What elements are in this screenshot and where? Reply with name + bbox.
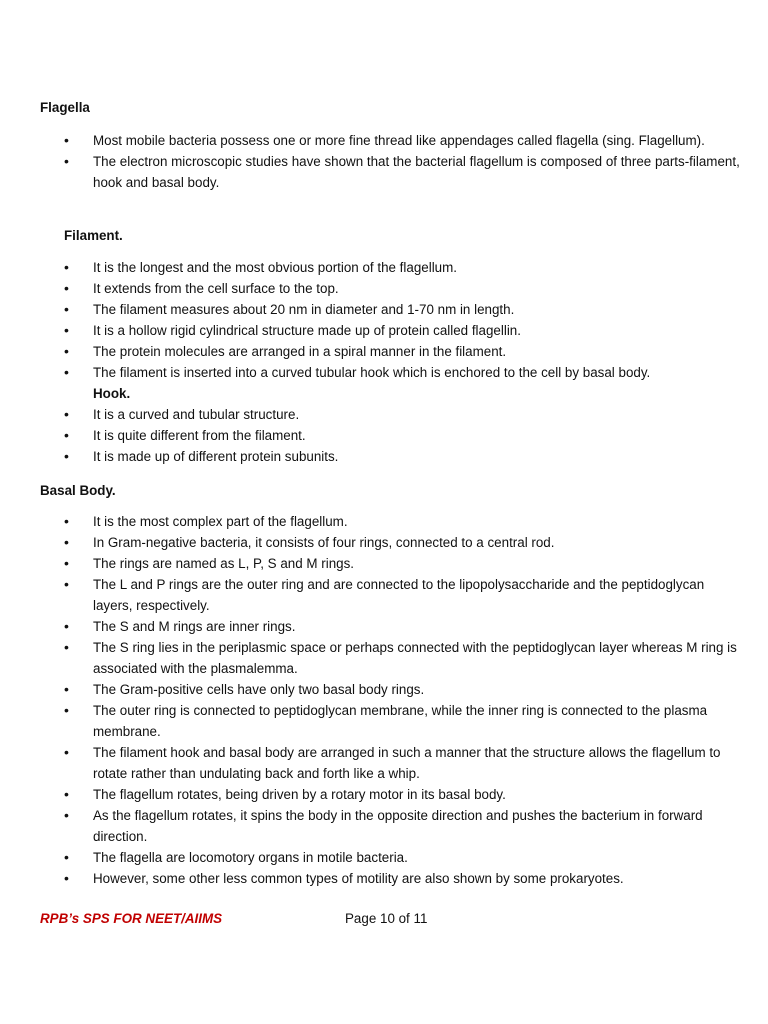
basal-body-list [64,511,744,889]
footer-title: RPB’s SPS FOR NEET/AIIMS [40,911,223,926]
list-item: • The protein molecules are arranged in a spiral manner in the filament. [64,341,744,362]
list-item-text: The filament is inserted into a curved tubular hook which is enchored to the cell by basal body. [93,365,651,380]
list-item: • The Gram-positive cells have only two basal body rings. [64,679,744,700]
list-item: • The filament hook and basal body are arranged in such a manner that the structure allows the flagellum to rotate rather than undulating back and forth like a whip. [64,742,744,784]
list-item: • However, some other less common types of motility are also shown by some prokaryotes. [64,868,744,889]
list-item: • The S ring lies in the periplasmic space or perhaps connected with the peptidoglycan layer whereas M ring is associated with the plasmalemma. [64,637,744,679]
list-item: • It is quite different from the filament. [64,425,744,446]
page-number: Page 10 of 11 [345,911,428,926]
list-item: • The L and P rings are the outer ring and are connected to the lipopolysaccharide and the peptidoglycan layers, respectively. [64,574,744,616]
list-item: • It is a curved and tubular structure. [64,404,744,425]
list-item: • The S and M rings are inner rings. [64,616,744,637]
filament-list [64,257,744,467]
section-heading-filament: Filament. [64,228,123,243]
list-item: • In Gram-negative bacteria, it consists of four rings, connected to a central rod. [64,532,744,553]
list-item: • The filament measures about 20 nm in diameter and 1-70 nm in length. [64,299,744,320]
list-item: • As the flagellum rotates, it spins the body in the opposite direction and pushes the bacterium in forward direction. [64,805,744,847]
list-item: • It is a hollow rigid cylindrical structure made up of protein called flagellin. [64,320,744,341]
list-item: • Most mobile bacteria possess one or more fine thread like appendages called flagella (sing. Flagellum). [64,130,744,151]
section-heading-basal-body: Basal Body. [40,483,116,498]
list-item: • It is the most complex part of the flagellum. [64,511,744,532]
list-item: • It extends from the cell surface to the top. [64,278,744,299]
list-item: • The flagellum rotates, being driven by a rotary motor in its basal body. [64,784,744,805]
flagella-list [64,130,744,193]
list-item [64,362,744,404]
subheading-hook: Hook. [93,386,131,401]
list-item: • The flagella are locomotory organs in motile bacteria. [64,847,744,868]
list-item: • It is made up of different protein subunits. [64,446,744,467]
list-item: • The rings are named as L, P, S and M rings. [64,553,744,574]
list-item: • The outer ring is connected to peptidoglycan membrane, while the inner ring is connected to the plasma membrane. [64,700,744,742]
list-item: • It is the longest and the most obvious portion of the flagellum. [64,257,744,278]
list-item: • The electron microscopic studies have shown that the bacterial flagellum is composed of three parts-filament, hook and basal body. [64,151,744,193]
section-heading-flagella: Flagella [40,100,90,115]
